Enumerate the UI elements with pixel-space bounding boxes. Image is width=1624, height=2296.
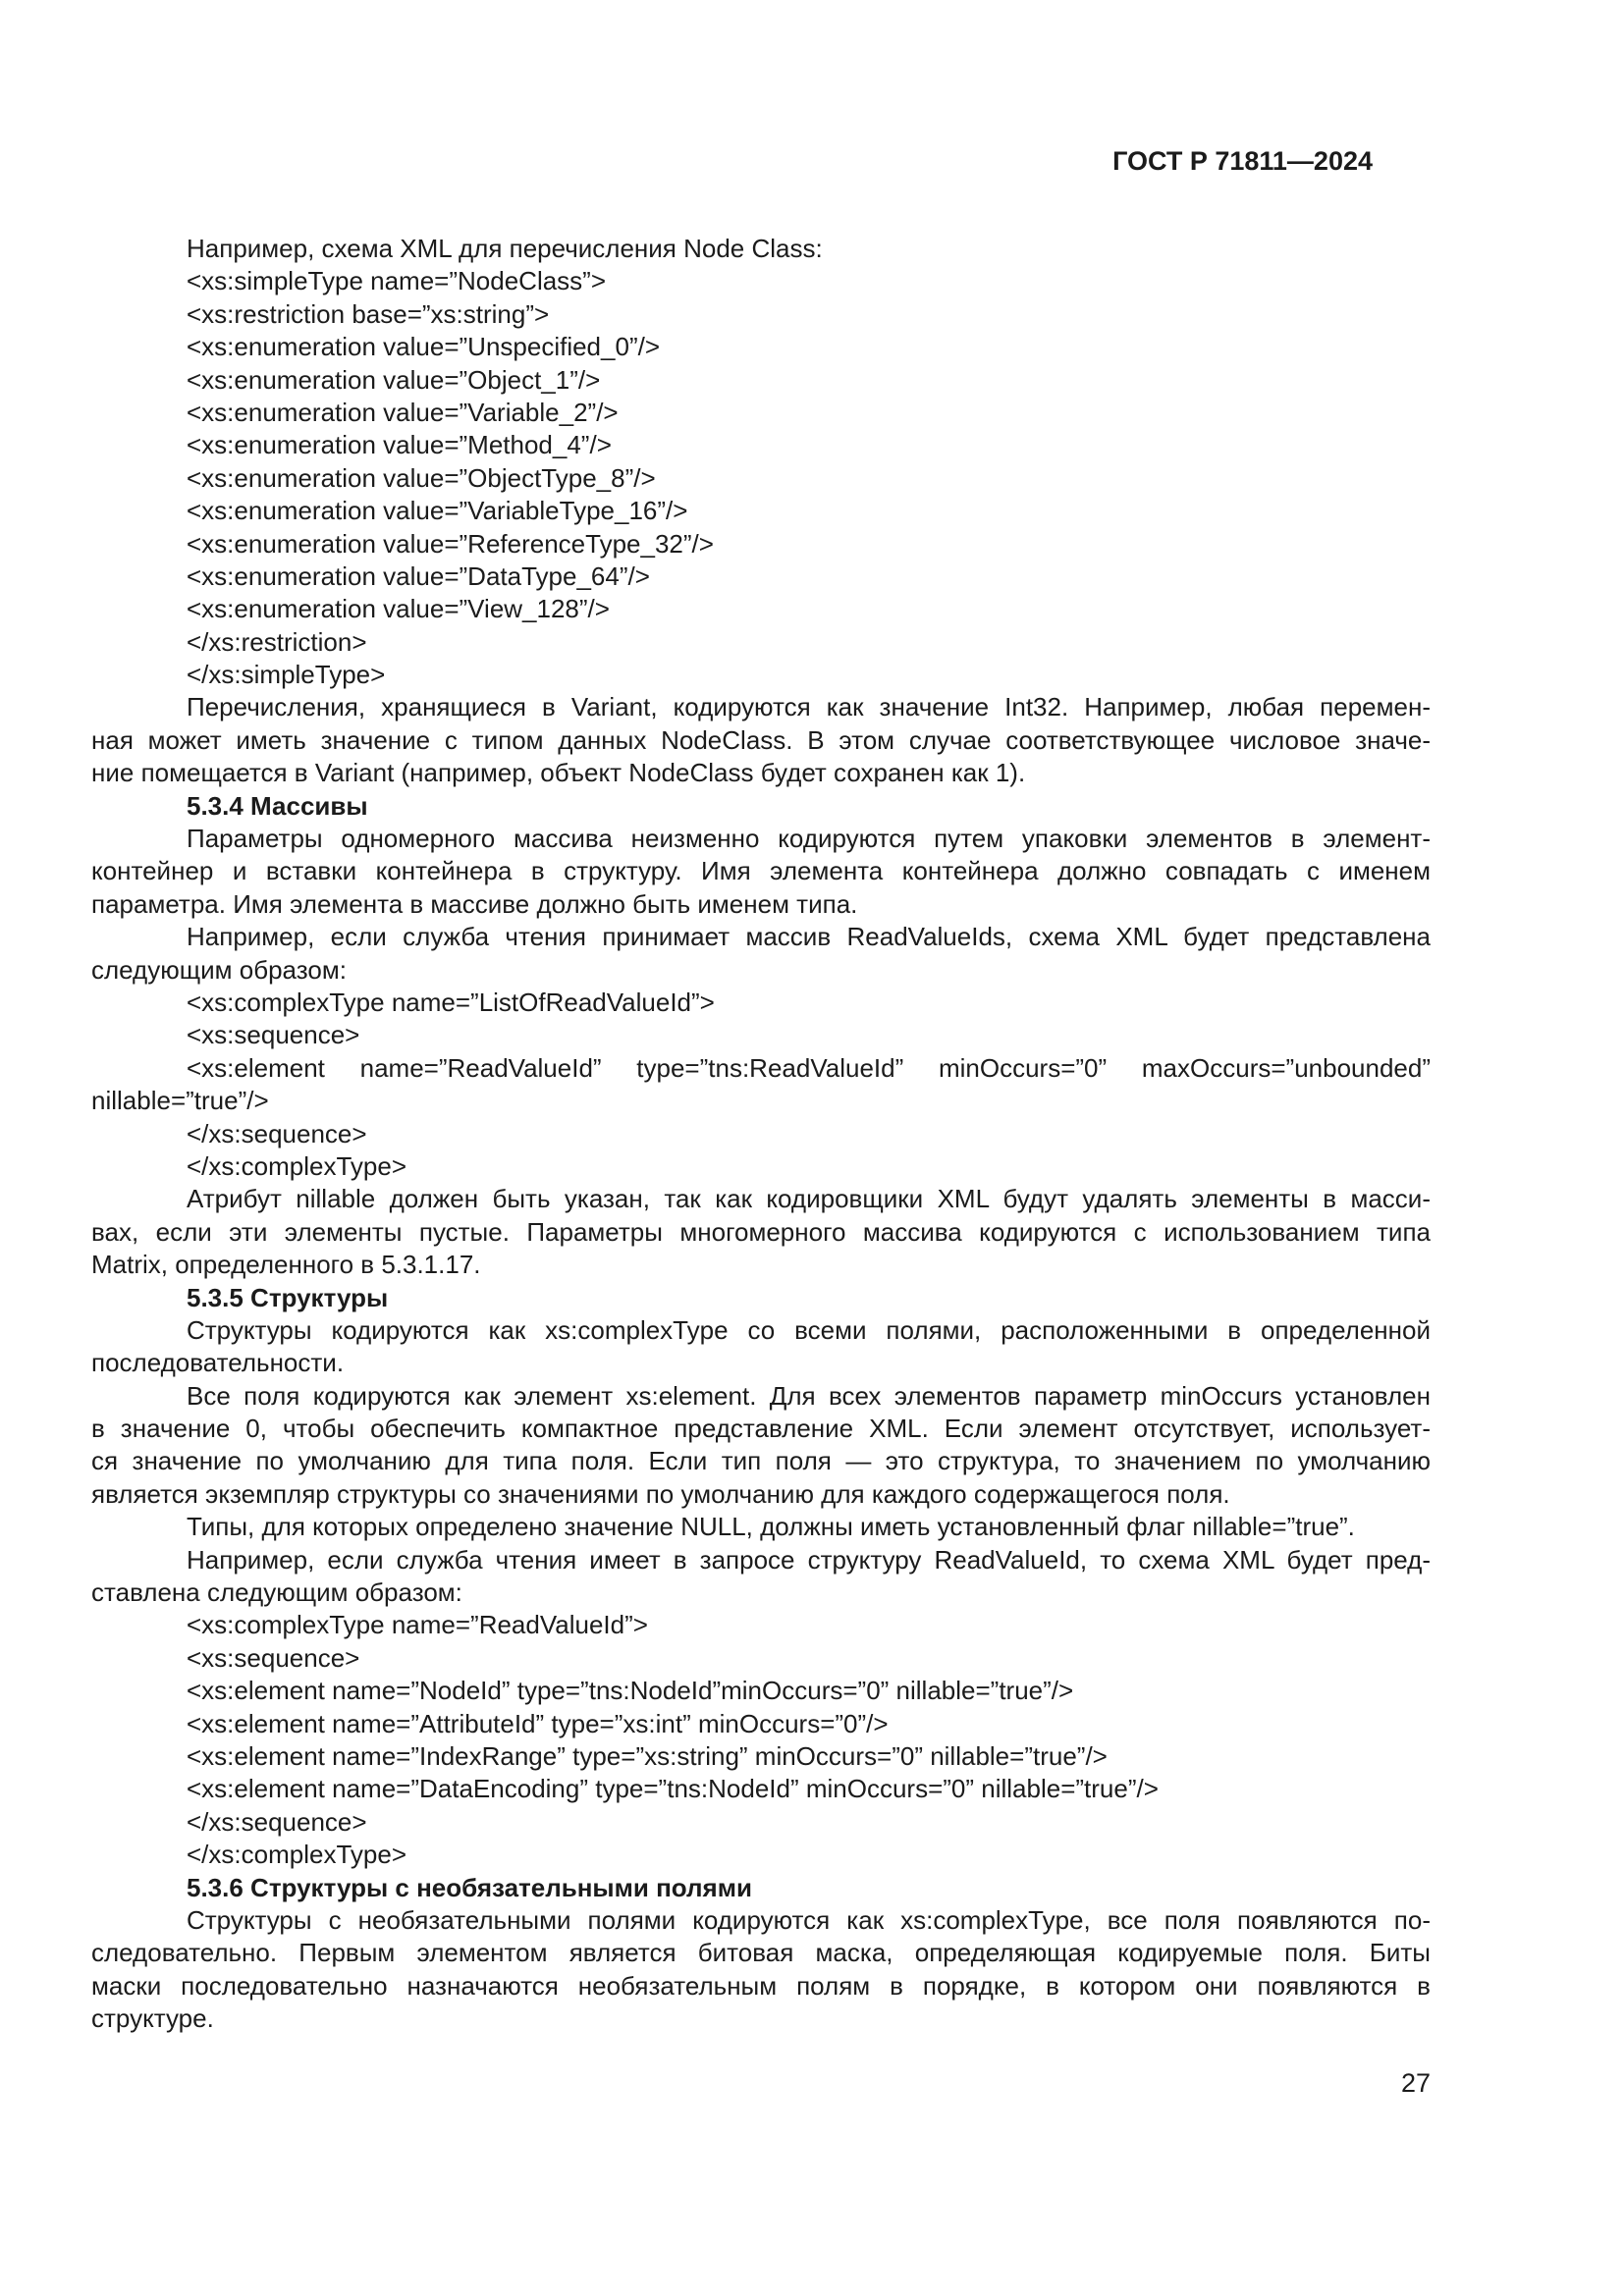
text-line: Параметры одномерного массива неизменно кодируются путем упаковки элементов в элемент- [187, 824, 1431, 854]
text-line: Все поля кодируются как элемент xs:element. Для всех элементов параметр minOccurs установлен [187, 1380, 1431, 1411]
text-line: последовательности. [91, 1348, 345, 1378]
text-line: маски последовательно назначаются необязательным полям в порядке, в котором они появляются в [91, 1970, 1431, 2001]
text-line: </xs:restriction> [187, 626, 367, 657]
running-header: ГОСТ Р 71811—2024 [1112, 146, 1373, 176]
text-line: <xs:enumeration value=”DataType_64”/> [187, 561, 650, 591]
text-line: <xs:simpleType name=”NodeClass”> [187, 266, 607, 296]
text-line: Matrix, определенного в 5.3.1.17. [91, 1250, 481, 1280]
text-line: <xs:complexType name=”ReadValueId”> [187, 1610, 648, 1640]
text-line: <xs:element name=”AttributeId” type=”xs:int” minOccurs=”0”/> [187, 1708, 889, 1738]
text-line: является экземпляр структуры со значениями по умолчанию для каждого содержащегося поля. [91, 1478, 1230, 1509]
text-line: ся значение по умолчанию для типа поля. Если тип поля — это структура, то значением по умолчанию [91, 1446, 1431, 1476]
text-line: <xs:enumeration value=”Method_4”/> [187, 430, 612, 460]
text-line: Перечисления, хранящиеся в Variant, кодируются как значение Int32. Например, любая перемен- [187, 692, 1431, 722]
text-line: вах, если эти элементы пустые. Параметры многомерного массива кодируются с использованием типа [91, 1216, 1431, 1247]
text-line: </xs:complexType> [187, 1150, 406, 1181]
text-line: Структуры кодируются как xs:complexType со всеми полями, расположенными в определенной [187, 1314, 1431, 1345]
text-line: </xs:sequence> [187, 1118, 367, 1148]
text-line: <xs:element name=”DataEncoding” type=”tns:NodeId” minOccurs=”0” nillable=”true”/> [187, 1774, 1159, 1804]
text-line: </xs:complexType> [187, 1840, 406, 1870]
text-line: <xs:sequence> [187, 1020, 360, 1050]
section-heading: 5.3.4 Массивы [187, 790, 368, 821]
text-line: <xs:sequence> [187, 1642, 360, 1673]
text-line: контейнер и вставки контейнера в структуру. Имя элемента контейнера должно совпадать с именем [91, 856, 1431, 886]
text-line: Атрибут nillable должен быть указан, так как кодировщики XML будут удалять элементы в масси- [187, 1184, 1431, 1214]
text-line: <xs:enumeration value=”View_128”/> [187, 594, 610, 624]
text-line: <xs:enumeration value=”Unspecified_0”/> [187, 332, 661, 362]
text-line: <xs:enumeration value=”Variable_2”/> [187, 397, 619, 427]
text-line: структуре. [91, 2003, 214, 2034]
text-line: Например, схема XML для перечисления Node Class: [187, 234, 823, 263]
section-heading: 5.3.6 Структуры с необязательными полями [187, 1872, 752, 1902]
text-line: ная может иметь значение с типом данных NodeClass. В этом случае соответствующее числовое значе- [91, 724, 1431, 755]
text-line: ние помещается в Variant (например, объект NodeClass будет сохранен как 1). [91, 758, 1026, 788]
text-line: nillable=”true”/> [91, 1086, 269, 1116]
text-line: </xs:sequence> [187, 1806, 367, 1837]
text-line: Типы, для которых определено значение NULL, должны иметь установленный флаг nillable=”true”. [187, 1512, 1355, 1542]
text-line: Структуры с необязательными полями кодируются как xs:complexType, все поля появляются по- [187, 1904, 1431, 1935]
text-line: следовательно. Первым элементом является битовая маска, определяющая кодируемые поля. Биты [91, 1938, 1431, 1968]
text-line: <xs:element name=”ReadValueId” type=”tns:ReadValueId” minOccurs=”0” maxOccurs=”unbounded” [187, 1052, 1431, 1083]
text-line: <xs:enumeration value=”ReferenceType_32”/> [187, 528, 714, 559]
text-line: ставлена следующим образом: [91, 1577, 462, 1608]
text-line: </xs:simpleType> [187, 660, 386, 690]
text-line: <xs:complexType name=”ListOfReadValueId”> [187, 987, 715, 1017]
text-line: параметра. Имя элемента в массиве должно быть именем типа. [91, 888, 858, 919]
text-line: <xs:enumeration value=”Object_1”/> [187, 364, 601, 395]
page-number: 27 [1400, 2068, 1431, 2098]
text-line: <xs:element name=”IndexRange” type=”xs:string” minOccurs=”0” nillable=”true”/> [187, 1740, 1108, 1771]
page-body [91, 233, 1431, 2035]
text-line: <xs:element name=”NodeId” type=”tns:NodeId”minOccurs=”0” nillable=”true”/> [187, 1676, 1074, 1706]
text-line: <xs:restriction base=”xs:string”> [187, 298, 550, 329]
text-line: в значение 0, чтобы обеспечить компактное представление XML. Если элемент отсутствует, использует- [91, 1414, 1431, 1444]
section-heading: 5.3.5 Структуры [187, 1282, 389, 1312]
text-line: <xs:enumeration value=”VariableType_16”/> [187, 496, 688, 526]
text-line: <xs:enumeration value=”ObjectType_8”/> [187, 462, 656, 493]
text-line: следующим образом: [91, 954, 347, 985]
text-line: Например, если служба чтения имеет в запросе структуру ReadValueId, то схема XML будет пред- [187, 1544, 1431, 1575]
text-line: Например, если служба чтения принимает массив ReadValueIds, схема XML будет представлена [187, 922, 1431, 952]
